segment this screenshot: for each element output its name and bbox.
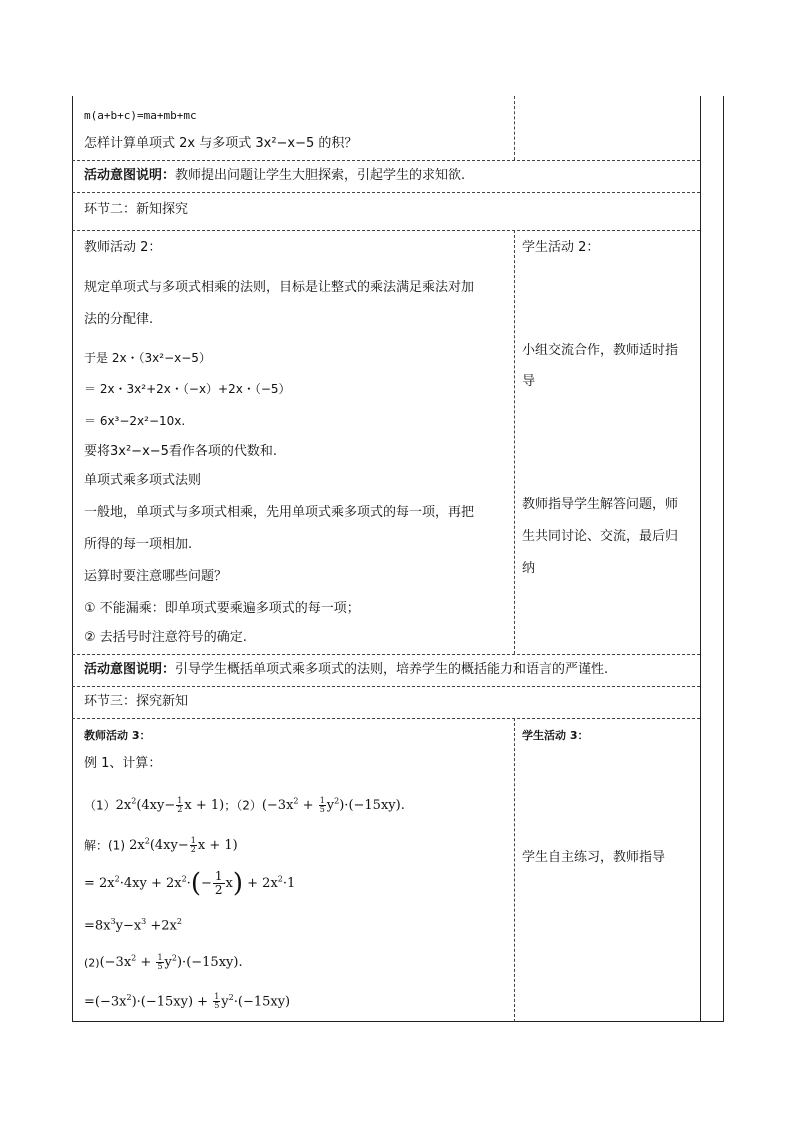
attention-point-2: ② 去括号时注意符号的确定. bbox=[84, 630, 247, 645]
example-problems bbox=[84, 794, 405, 814]
row-divider bbox=[72, 718, 700, 719]
column-divider-bottom bbox=[514, 718, 515, 1022]
section-title-2: 环节二：新知探究 bbox=[84, 202, 189, 217]
rule-intro-line-2: 法的分配律. bbox=[84, 312, 154, 327]
student-activity-2-text-2a: 教师指导学生解答问题，师 bbox=[522, 497, 679, 512]
solution-1-line-2: = $2x^2\cdot 4xy + 2x^2\cdot(-$ $\frac{1}{2}$ $x) + 2x^2\cdot 1$ bbox=[84, 868, 296, 899]
solution-1-line-1 bbox=[84, 834, 238, 854]
distributive-formula: m(a+b+c)=ma+mb+mc bbox=[84, 109, 197, 122]
intent-label: 活动意图说明： bbox=[84, 168, 176, 183]
inner-right-border bbox=[700, 96, 701, 1022]
calc-line-2: ＝ 2x・3x²+2x・（−x）+2x・（−5） bbox=[84, 382, 291, 396]
row-divider bbox=[72, 230, 700, 231]
attention-point-1: ① 不能漏乘：即单项式要乘遍多项式的每一项； bbox=[84, 601, 360, 616]
solution-2-line-2: $=(-3x^2)\cdot(-15xy)$ + $\frac{1}{5}$ $y^2\cdot(-15xy)$ bbox=[84, 992, 291, 1011]
student-activity-2-text-2c: 纳 bbox=[522, 561, 536, 576]
student-activity-3-text: 学生自主练习，教师指导 bbox=[522, 850, 666, 865]
solution-label: 解：(1) bbox=[84, 838, 125, 853]
row-divider bbox=[72, 654, 700, 655]
rule-intro-line-1: 规定单项式与多项式相乘的法则，目标是让整式的乘法满足乘法对加 bbox=[84, 280, 475, 295]
student-activity-2-text-1a: 小组交流合作，教师适时指 bbox=[522, 343, 679, 358]
solution-1-step-1: $2x^2(4xy-$ $\frac{1}{2}$ x + 1) bbox=[129, 836, 238, 855]
intent-note-1 bbox=[84, 168, 465, 184]
row-divider bbox=[72, 686, 700, 687]
student-activity-2-text-1b: 导 bbox=[522, 374, 536, 389]
example-title: 例 1、计算： bbox=[84, 756, 162, 771]
intro-question: 怎样计算单项式 2x 与多项式 3x²−x−5 的积？ bbox=[84, 136, 358, 151]
row-divider bbox=[72, 160, 700, 161]
calc-line-3: ＝ 6x³−2x²−10x. bbox=[84, 414, 186, 428]
column-divider-mid bbox=[514, 230, 515, 654]
algebraic-sum-note: 要将3x²−x−5看作各项的代数和. bbox=[84, 444, 278, 459]
intent-note-2 bbox=[84, 662, 608, 678]
problem-1-label: （1） bbox=[84, 798, 116, 813]
row-divider bbox=[72, 192, 700, 193]
solution-2-step-1: ($-3x^2$ + $\frac{1}{5}$ $y^2)\cdot(-15xy)$. bbox=[99, 953, 243, 972]
intent-text: 引导学生概括单项式乘多项式的法则，培养学生的概括能力和语言的严谨性. bbox=[175, 662, 609, 677]
rule-line-2: 所得的每一项相加. bbox=[84, 537, 193, 552]
intent-text: 教师提出问题让学生大胆探索，引起学生的求知欲. bbox=[175, 168, 466, 183]
student-activity-2-text-2b: 生共同讨论、交流，最后归 bbox=[522, 529, 679, 544]
problem-1-expression: $2x^2(4xy-$ $\frac{1}{2}$ x + 1) bbox=[115, 796, 225, 815]
calc-line-1: 于是 2x・（3x²−x−5） bbox=[84, 351, 211, 365]
teacher-activity-3-heading: 教师活动 3： bbox=[84, 729, 151, 742]
section-title-3: 环节三：探究新知 bbox=[84, 694, 189, 709]
solution-2-line-1 bbox=[84, 951, 243, 971]
attention-question: 运算时要注意哪些问题？ bbox=[84, 569, 228, 584]
problem-2-label: ；（2） bbox=[224, 798, 262, 813]
student-activity-2-heading: 学生活动 2： bbox=[522, 240, 600, 255]
teacher-activity-2-heading: 教师活动 2： bbox=[84, 240, 162, 255]
intent-label: 活动意图说明： bbox=[84, 662, 176, 677]
problem-2-expression: ($-3x^2$ + $\frac{1}{5}$ $y^2)\cdot(-15xy)$. bbox=[261, 796, 405, 815]
column-divider-top bbox=[514, 96, 515, 160]
student-activity-3-heading: 学生活动 3： bbox=[522, 729, 589, 742]
solution-2-label: (2) bbox=[84, 956, 100, 970]
solution-1-line-3: $=8x^3y-x^3 +2x^2$ bbox=[84, 917, 182, 934]
rule-line-1: 一般地，单项式与多项式相乘，先用单项式乘多项式的每一项，再把 bbox=[84, 505, 475, 520]
rule-title: 单项式乘多项式法则 bbox=[84, 473, 202, 488]
